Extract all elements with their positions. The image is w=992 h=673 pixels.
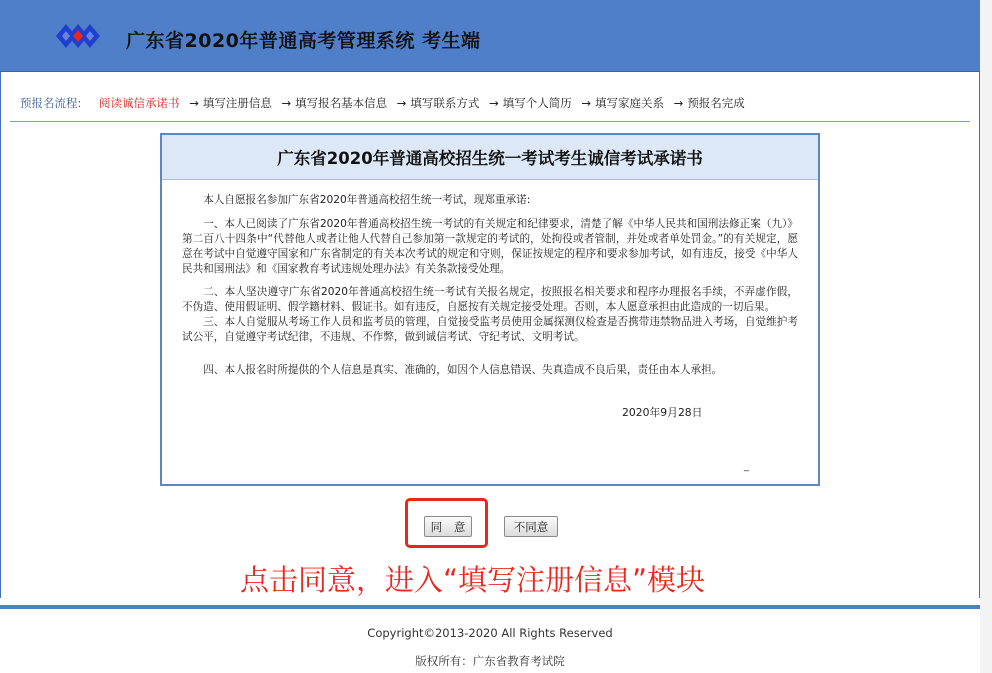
pledge-paragraph: 四、本人报名时所提供的个人信息是真实、准确的，如因个人信息错误、失真造成不良后果，责任由本人承担。: [203, 364, 723, 376]
pledge-paragraph: 一、本人已阅读了广东省2020年普通高校招生统一考试的有关规定和纪律要求，清楚了解《中华人民共和国刑法修正案（九）》第二百八十四条中“代替他人或者让他人代替自己参加第一款规定的考试的，处拘役或者管制，并处或者单处罚金。”的有关规定，愿意在考试中自觉遵守国家和广东省制定的有关本次考试的规定和守则，保证按规定的程序和要求参加考试，如有违反，接受《中华人民共和国刑法》和《国家教育考试违规处理办法》有关条款接受处理。: [182, 218, 798, 275]
agree-button[interactable]: 同 意: [424, 516, 472, 537]
steps-lead-label: 预报名流程:: [20, 96, 82, 110]
registration-steps: [20, 95, 745, 111]
step-item: 填写报名基本信息: [295, 96, 388, 110]
step-arrow-icon: →: [281, 96, 292, 110]
text-cursor-mark: _: [744, 461, 749, 472]
pledge-title: 广东省2020年普通高校招生统一考试考生诚信考试承诺书: [277, 149, 703, 168]
pledge-date: 2020年9月28日: [622, 406, 703, 419]
step-arrow-icon: →: [489, 96, 499, 110]
disagree-button[interactable]: 不同意: [504, 516, 558, 537]
step-arrow-icon: →: [396, 96, 407, 110]
owner-text: 版权所有：广东省教育考试院: [415, 654, 565, 668]
step-arrow-icon: →: [673, 96, 684, 110]
pledge-body: [162, 180, 818, 420]
step-item: 填写家庭关系: [595, 96, 665, 110]
pledge-paragraph: 二、本人坚决遵守广东省2020年普通高校招生统一考试有关报名规定，按照报名相关要求和程序办理报名手续，不弄虚作假，不伪造、使用假证明、假学籍材料、假证书。如有违反，自愿按有关规定接受处理。否则，本人愿意承担由此造成的一切后果。: [182, 286, 798, 313]
instruction-annotation: 点击同意，进入“填写注册信息”模块: [240, 563, 706, 597]
step-item: 预报名完成: [687, 96, 745, 110]
step-item: 填写联系方式: [410, 96, 480, 110]
diamond-logo-icon: [54, 22, 102, 50]
pledge-panel: [160, 133, 820, 486]
pledge-paragraph: 三、本人自觉服从考场工作人员和监考员的管理，自觉接受监考员使用金属探测仪检查是否携带违禁物品进入考场，自觉维护考试公平，自觉遵守考试纪律，不违规、不作弊，做到诚信考试、守纪考试、文明考试。: [182, 316, 798, 343]
step-item: 填写个人简历: [502, 96, 572, 110]
system-title: 广东省2020年普通高考管理系统 考生端: [126, 30, 481, 52]
pledge-intro: 本人自愿报名参加广东省2020年普通高校招生统一考试，现郑重承诺:: [203, 194, 531, 206]
step-item: 填写注册信息: [202, 96, 272, 110]
step-current: 阅读诚信承诺书: [99, 96, 180, 110]
step-arrow-icon: →: [581, 96, 592, 110]
header-bar: [0, 0, 980, 72]
pledge-header: [162, 135, 818, 180]
window-edge: [980, 0, 992, 673]
copyright-text: Copyright©2013-2020 All Rights Reserved: [367, 626, 613, 640]
footer-divider: [0, 605, 980, 609]
steps-divider: [10, 121, 970, 122]
step-arrow-icon: →: [189, 96, 199, 110]
